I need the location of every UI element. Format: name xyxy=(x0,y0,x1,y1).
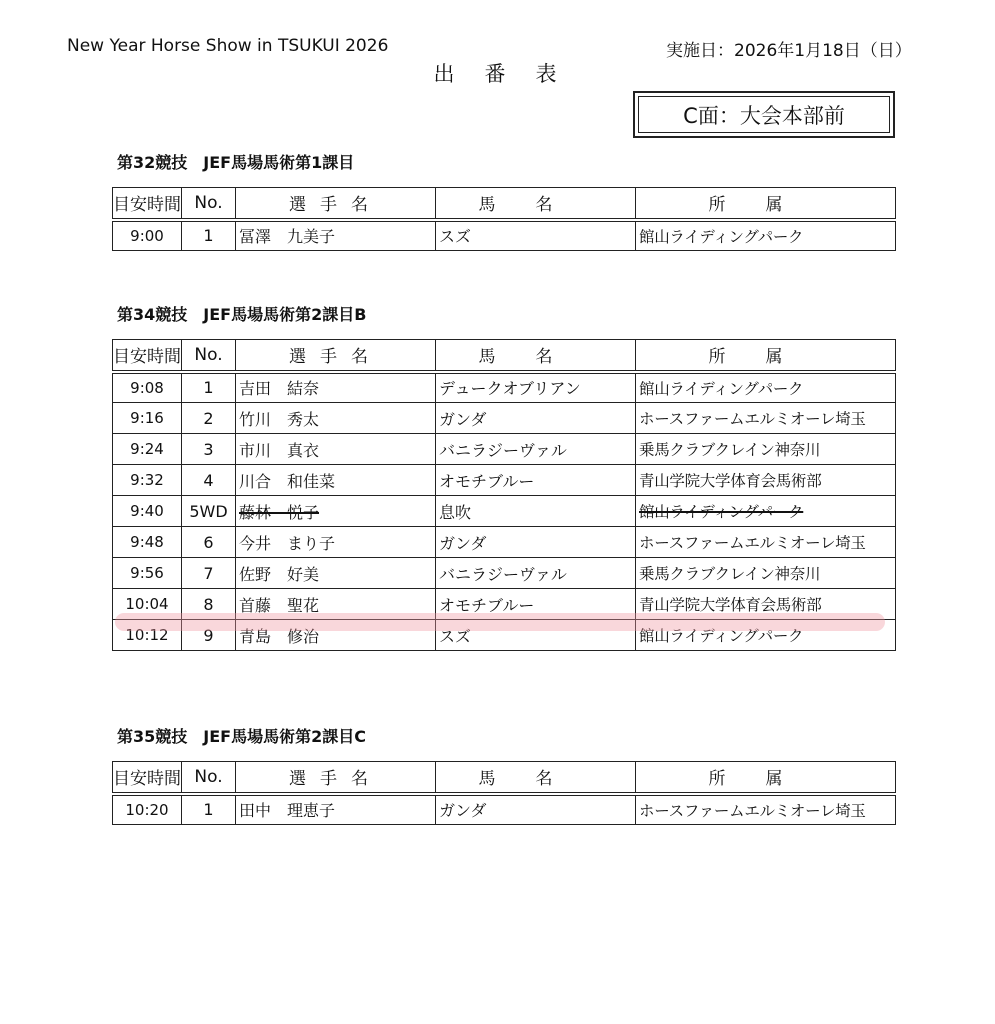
cell-horse: バニラジーヴァル xyxy=(436,434,636,465)
cell-time: 10:20 xyxy=(113,794,182,825)
cell-horse: スズ xyxy=(436,620,636,651)
cell-horse: ガンダ xyxy=(436,794,636,825)
table-row xyxy=(113,558,896,589)
cell-time: 9:16 xyxy=(113,403,182,434)
cell-club: 館山ライディングパーク xyxy=(636,620,896,651)
cell-no: 1 xyxy=(182,220,236,251)
cell-horse: オモチブルー xyxy=(436,589,636,620)
col-header-rider: 選手名 xyxy=(236,188,436,220)
event-name: New Year Horse Show in TSUKUI 2026 xyxy=(67,36,389,56)
cell-no: 5WD xyxy=(182,496,236,527)
cell-no: 3 xyxy=(182,434,236,465)
cell-horse: オモチブルー xyxy=(436,465,636,496)
cell-time: 9:40 xyxy=(113,496,182,527)
cell-rider: 藤林 悦子 xyxy=(236,496,436,527)
col-header-rider: 選手名 xyxy=(236,340,436,372)
cell-horse: ガンダ xyxy=(436,403,636,434)
cell-rider: 佐野 好美 xyxy=(236,558,436,589)
col-header-horse: 馬名 xyxy=(436,340,636,372)
cell-rider: 田中 理恵子 xyxy=(236,794,436,825)
venue-box xyxy=(633,91,895,138)
col-header-club: 所属 xyxy=(636,340,896,372)
cell-rider: 竹川 秀太 xyxy=(236,403,436,434)
table-row-withdrawn xyxy=(113,496,896,527)
table-header-row xyxy=(113,188,896,220)
cell-club: ホースファームエルミオーレ埼玉 xyxy=(636,527,896,558)
cell-time: 9:00 xyxy=(113,220,182,251)
table-row xyxy=(113,794,896,825)
cell-rider: 首藤 聖花 xyxy=(236,589,436,620)
col-header-horse: 馬名 xyxy=(436,188,636,220)
table-row xyxy=(113,620,896,651)
col-header-club: 所属 xyxy=(636,188,896,220)
col-header-no: No. xyxy=(182,340,236,372)
cell-no: 4 xyxy=(182,465,236,496)
table-row xyxy=(113,403,896,434)
col-header-no: No. xyxy=(182,762,236,794)
cell-no: 1 xyxy=(182,794,236,825)
cell-club: 館山ライディングパーク xyxy=(636,372,896,403)
col-header-time: 目安時間 xyxy=(113,188,182,220)
cell-horse: スズ xyxy=(436,220,636,251)
venue-label: C面：大会本部前 xyxy=(638,96,890,133)
table-row xyxy=(113,434,896,465)
table-row xyxy=(113,372,896,403)
cell-horse: デュークオブリアン xyxy=(436,372,636,403)
cell-club: 館山ライディングパーク xyxy=(636,220,896,251)
cell-rider: 青島 修治 xyxy=(236,620,436,651)
cell-rider: 冨澤 九美子 xyxy=(236,220,436,251)
cell-time: 9:24 xyxy=(113,434,182,465)
col-header-rider: 選手名 xyxy=(236,762,436,794)
cell-rider: 吉田 結奈 xyxy=(236,372,436,403)
event-date: 実施日：2026年1月18日（日） xyxy=(666,41,912,61)
section-title: 第32競技 JEF馬場馬術第1課目 xyxy=(117,153,355,172)
cell-no: 7 xyxy=(182,558,236,589)
cell-no: 6 xyxy=(182,527,236,558)
cell-rider: 今井 まり子 xyxy=(236,527,436,558)
table-header-row xyxy=(113,762,896,794)
section-title: 第34競技 JEF馬場馬術第2課目B xyxy=(117,305,367,324)
cell-no: 2 xyxy=(182,403,236,434)
cell-no: 8 xyxy=(182,589,236,620)
cell-club: ホースファームエルミオーレ埼玉 xyxy=(636,403,896,434)
cell-rider: 川合 和佳菜 xyxy=(236,465,436,496)
entries-table xyxy=(112,761,896,825)
cell-club: 青山学院大学体育会馬術部 xyxy=(636,589,896,620)
table-row xyxy=(113,527,896,558)
table-row xyxy=(113,465,896,496)
table-header-row xyxy=(113,340,896,372)
cell-horse: 息吹 xyxy=(436,496,636,527)
cell-time: 9:32 xyxy=(113,465,182,496)
cell-club: 乗馬クラブクレイン神奈川 xyxy=(636,558,896,589)
cell-time: 9:08 xyxy=(113,372,182,403)
cell-rider: 市川 真衣 xyxy=(236,434,436,465)
section-title: 第35競技 JEF馬場馬術第2課目C xyxy=(117,727,366,746)
entries-table xyxy=(112,187,896,251)
col-header-time: 目安時間 xyxy=(113,762,182,794)
col-header-time: 目安時間 xyxy=(113,340,182,372)
cell-club: ホースファームエルミオーレ埼玉 xyxy=(636,794,896,825)
col-header-no: No. xyxy=(182,188,236,220)
cell-club: 館山ライディングパーク xyxy=(636,496,896,527)
cell-time: 9:48 xyxy=(113,527,182,558)
table-row xyxy=(113,220,896,251)
document-title: 出番表 xyxy=(433,62,587,86)
cell-time: 10:12 xyxy=(113,620,182,651)
cell-horse: ガンダ xyxy=(436,527,636,558)
cell-club: 青山学院大学体育会馬術部 xyxy=(636,465,896,496)
cell-no: 1 xyxy=(182,372,236,403)
cell-horse: バニラジーヴァル xyxy=(436,558,636,589)
table-row-highlighted xyxy=(113,589,896,620)
col-header-club: 所属 xyxy=(636,762,896,794)
cell-club: 乗馬クラブクレイン神奈川 xyxy=(636,434,896,465)
cell-time: 9:56 xyxy=(113,558,182,589)
cell-no: 9 xyxy=(182,620,236,651)
entries-table xyxy=(112,339,896,651)
col-header-horse: 馬名 xyxy=(436,762,636,794)
cell-time: 10:04 xyxy=(113,589,182,620)
